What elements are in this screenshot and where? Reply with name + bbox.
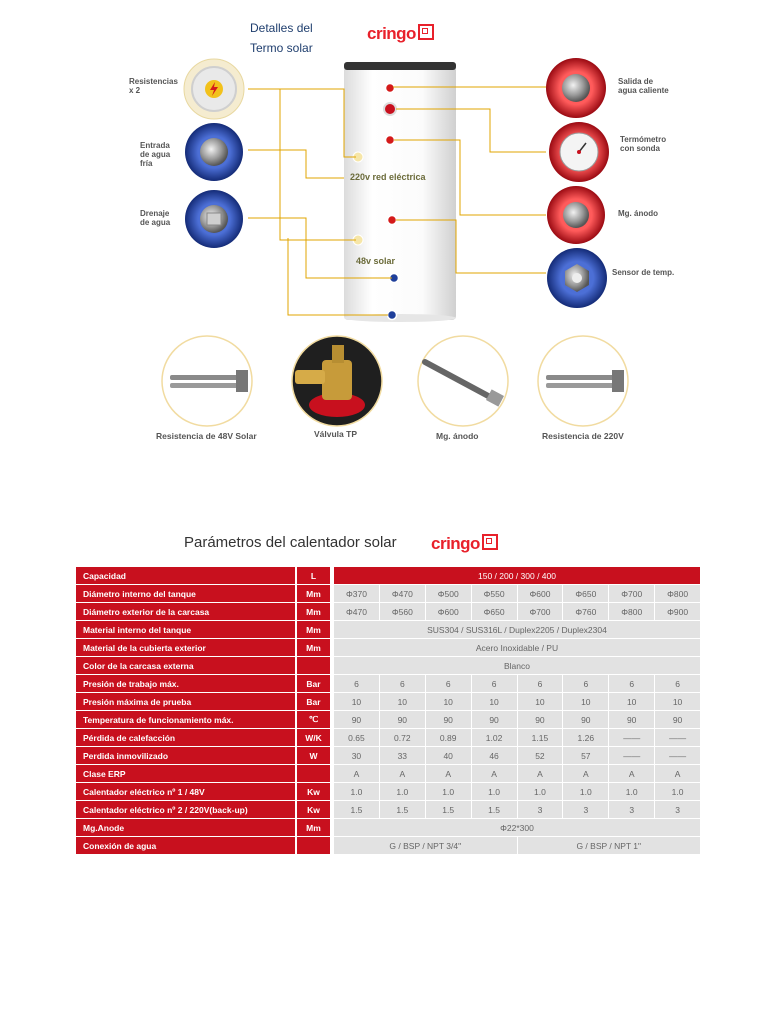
param-value: Φ800 — [655, 585, 701, 603]
param-value: 90 — [334, 711, 380, 729]
param-value: 10 — [609, 693, 655, 711]
param-value: 3 — [609, 801, 655, 819]
param-value: 1.0 — [425, 783, 471, 801]
param-value: Φ370 — [334, 585, 380, 603]
params-title-text: Parámetros del calentador solar — [184, 534, 397, 551]
param-unit — [296, 837, 331, 855]
label-inlet-l2: de agua — [140, 150, 171, 159]
label-inlet-l1: Entrada — [140, 141, 170, 150]
hot-water-outlet-icon — [546, 58, 606, 118]
param-name: Diámetro exterior de la carcasa — [76, 603, 297, 621]
param-value-span: 150 / 200 / 300 / 400 — [334, 567, 701, 585]
param-value: 90 — [517, 711, 563, 729]
caption-48v-resistance: Resistencia de 48V Solar — [156, 431, 257, 441]
param-unit: Mm — [296, 639, 331, 657]
param-value: 1.0 — [334, 783, 380, 801]
param-value: 1.0 — [563, 783, 609, 801]
param-value: 1.5 — [471, 801, 517, 819]
param-value: A — [563, 765, 609, 783]
param-value-span: Blanco — [334, 657, 701, 675]
param-value-span: Φ22*300 — [334, 819, 701, 837]
param-value: Φ550 — [471, 585, 517, 603]
param-value: 6 — [563, 675, 609, 693]
param-value: 6 — [425, 675, 471, 693]
tank-label-48: 48v solar — [356, 256, 396, 266]
params-row — [76, 567, 701, 585]
param-value: Φ700 — [517, 603, 563, 621]
params-row — [76, 783, 701, 801]
label-resistances — [129, 77, 178, 95]
param-value: A — [609, 765, 655, 783]
param-value: 52 — [517, 747, 563, 765]
param-name: Clase ERP — [76, 765, 297, 783]
param-unit: W — [296, 747, 331, 765]
drain-icon — [185, 190, 243, 248]
param-value: —— — [655, 729, 701, 747]
params-row — [76, 747, 701, 765]
param-value: Φ650 — [471, 603, 517, 621]
params-row — [76, 585, 701, 603]
tank-diagram — [0, 0, 768, 460]
label-drain-l1: Drenaje — [140, 209, 170, 218]
param-value: Φ760 — [563, 603, 609, 621]
param-value: 33 — [379, 747, 425, 765]
param-value: 0.72 — [379, 729, 425, 747]
caption-220v-resistance: Resistencia de 220V — [542, 431, 624, 441]
param-value: 3 — [563, 801, 609, 819]
params-row — [76, 603, 701, 621]
param-name: Color de la carcasa externa — [76, 657, 297, 675]
param-unit: Mm — [296, 585, 331, 603]
label-drain — [140, 209, 170, 227]
param-name: Pérdida de calefacción — [76, 729, 297, 747]
params-brand-logo — [431, 534, 498, 554]
param-value: 1.0 — [517, 783, 563, 801]
params-row — [76, 711, 701, 729]
params-row — [76, 657, 701, 675]
param-value: 1.5 — [334, 801, 380, 819]
param-value-span: SUS304 / SUS316L / Duplex2205 / Duplex2304 — [334, 621, 701, 639]
param-unit: Bar — [296, 693, 331, 711]
param-value: —— — [609, 747, 655, 765]
cold-water-inlet-icon — [185, 123, 243, 181]
param-name: Calentador eléctrico nº 1 / 48V — [76, 783, 297, 801]
label-thermo-l2: con sonda — [620, 144, 661, 153]
param-value: —— — [609, 729, 655, 747]
param-value: 6 — [609, 675, 655, 693]
param-unit — [296, 765, 331, 783]
param-value: 6 — [517, 675, 563, 693]
param-value: 1.5 — [425, 801, 471, 819]
params-row — [76, 675, 701, 693]
param-value: Φ600 — [517, 585, 563, 603]
param-unit: Mm — [296, 603, 331, 621]
param-value: 1.5 — [379, 801, 425, 819]
param-value: A — [425, 765, 471, 783]
brand-logo-text: cringo — [367, 24, 416, 43]
params-row — [76, 765, 701, 783]
param-value: 1.0 — [655, 783, 701, 801]
water-tank — [344, 62, 456, 322]
param-value: 90 — [379, 711, 425, 729]
param-value: Φ470 — [379, 585, 425, 603]
part-tp-valve-image — [292, 336, 382, 426]
param-value: Φ470 — [334, 603, 380, 621]
param-value: 90 — [609, 711, 655, 729]
param-value: 0.89 — [425, 729, 471, 747]
label-outlet-l2: agua caliente — [618, 86, 669, 95]
param-value: A — [379, 765, 425, 783]
param-value: 90 — [471, 711, 517, 729]
params-table — [75, 566, 701, 855]
params-row — [76, 801, 701, 819]
params-row — [76, 639, 701, 657]
param-name: Presión máxima de prueba — [76, 693, 297, 711]
param-name: Conexión de agua — [76, 837, 297, 855]
param-value-half: G / BSP / NPT 1" — [517, 837, 701, 855]
param-value: 6 — [334, 675, 380, 693]
param-value: 90 — [655, 711, 701, 729]
param-value: 1.02 — [471, 729, 517, 747]
param-value: 10 — [334, 693, 380, 711]
param-value: 1.0 — [471, 783, 517, 801]
param-name: Mg.Anode — [76, 819, 297, 837]
param-unit: Mm — [296, 621, 331, 639]
label-thermo-l1: Termómetro — [620, 135, 667, 144]
param-name: Temperatura de funcionamiento máx. — [76, 711, 297, 729]
caption-tp-valve: Válvula TP — [314, 429, 357, 439]
param-value: 1.0 — [379, 783, 425, 801]
param-value: 46 — [471, 747, 517, 765]
label-hot-water-outlet — [618, 77, 669, 95]
param-value: Φ700 — [609, 585, 655, 603]
param-value: Φ560 — [379, 603, 425, 621]
param-value: A — [471, 765, 517, 783]
param-value: 40 — [425, 747, 471, 765]
resistance-icon — [184, 59, 244, 119]
label-thermometer — [620, 135, 666, 153]
param-value: 10 — [425, 693, 471, 711]
param-value: Φ500 — [425, 585, 471, 603]
params-row — [76, 819, 701, 837]
param-value: 90 — [563, 711, 609, 729]
param-value: A — [334, 765, 380, 783]
param-value: 10 — [655, 693, 701, 711]
params-row — [76, 729, 701, 747]
param-value: Φ650 — [563, 585, 609, 603]
label-temp-sensor: Sensor de temp. — [612, 268, 675, 277]
params-row — [76, 837, 701, 855]
params-row — [76, 621, 701, 639]
param-value: 10 — [471, 693, 517, 711]
param-value: 1.0 — [609, 783, 655, 801]
param-value: 10 — [517, 693, 563, 711]
param-value: 10 — [379, 693, 425, 711]
params-row — [76, 693, 701, 711]
param-value: 3 — [517, 801, 563, 819]
param-value-half: G / BSP / NPT 3/4" — [334, 837, 518, 855]
param-unit: Kw — [296, 783, 331, 801]
param-value: 3 — [655, 801, 701, 819]
param-unit: ℃ — [296, 711, 331, 729]
param-value: 90 — [425, 711, 471, 729]
param-name: Presión de trabajo máx. — [76, 675, 297, 693]
param-unit: Bar — [296, 675, 331, 693]
params-title — [184, 534, 397, 551]
label-resistances-l2: x 2 — [129, 86, 141, 95]
param-name: Material de la cubierta exterior — [76, 639, 297, 657]
param-unit: W/K — [296, 729, 331, 747]
param-value-span: Acero Inoxidable / PU — [334, 639, 701, 657]
thermometer-icon — [549, 122, 609, 182]
param-name: Diámetro interno del tanque — [76, 585, 297, 603]
param-value: 1.26 — [563, 729, 609, 747]
mg-anode-icon — [547, 186, 605, 244]
param-unit: L — [296, 567, 331, 585]
param-name: Material interno del tanque — [76, 621, 297, 639]
param-name: Perdida inmovilizado — [76, 747, 297, 765]
param-value: Φ800 — [609, 603, 655, 621]
param-name: Calentador eléctrico nº 2 / 220V(back-up) — [76, 801, 297, 819]
label-mg-anode: Mg. ánodo — [618, 209, 658, 218]
label-drain-l2: de agua — [140, 218, 171, 227]
param-unit: Mm — [296, 819, 331, 837]
caption-mg-anode: Mg. ánodo — [436, 431, 479, 441]
temp-sensor-icon — [547, 248, 607, 308]
param-unit — [296, 657, 331, 675]
params-brand-text: cringo — [431, 534, 480, 553]
param-value: Φ900 — [655, 603, 701, 621]
label-cold-water-inlet — [140, 141, 170, 168]
diagram-title-line1: Detalles del — [250, 21, 313, 35]
param-value: A — [655, 765, 701, 783]
param-value: 1.15 — [517, 729, 563, 747]
label-outlet-l1: Salida de — [618, 77, 654, 86]
param-value: A — [517, 765, 563, 783]
label-inlet-l3: fría — [140, 159, 153, 168]
part-220v-resistance-image — [538, 336, 628, 426]
param-unit: Kw — [296, 801, 331, 819]
param-value: 30 — [334, 747, 380, 765]
param-value: 6 — [655, 675, 701, 693]
param-value: 57 — [563, 747, 609, 765]
param-value: —— — [655, 747, 701, 765]
label-resistances-l1: Resistencias — [129, 77, 178, 86]
param-value: 0.65 — [334, 729, 380, 747]
param-name: Capacidad — [76, 567, 297, 585]
param-value: 6 — [379, 675, 425, 693]
param-value: Φ600 — [425, 603, 471, 621]
param-value: 6 — [471, 675, 517, 693]
param-value: 10 — [563, 693, 609, 711]
part-48v-resistance-image — [162, 336, 252, 426]
diagram-title-line2: Termo solar — [250, 41, 313, 55]
part-mg-anode-image — [418, 336, 508, 426]
tank-label-220: 220v red eléctrica — [350, 172, 426, 182]
